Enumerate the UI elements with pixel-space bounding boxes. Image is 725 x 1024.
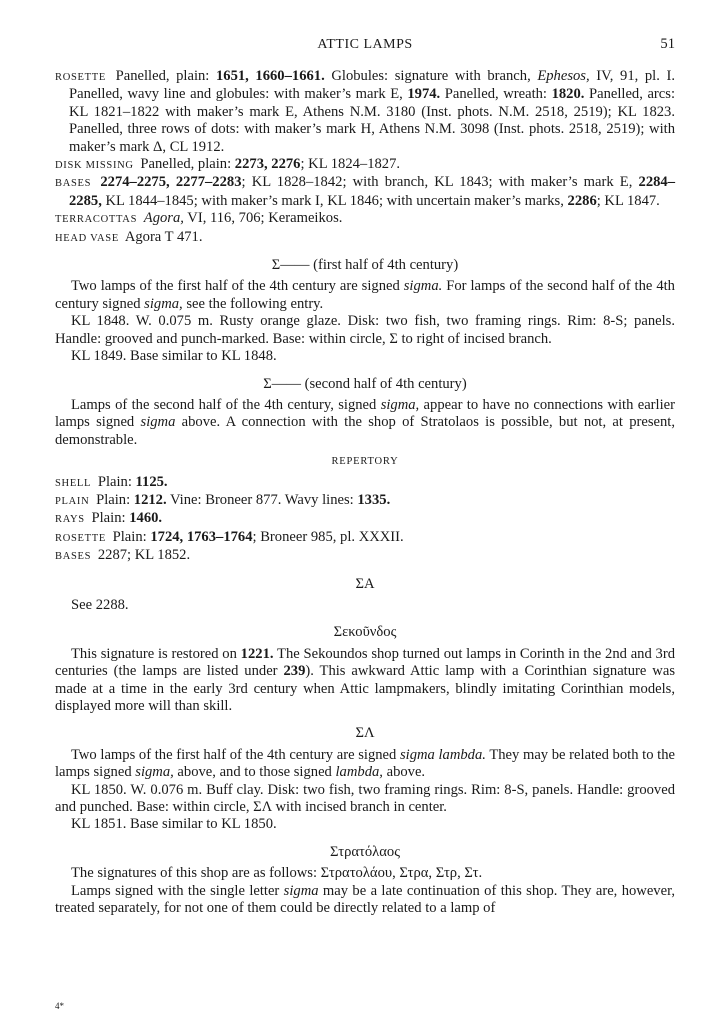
section-heading: Σ—— (first half of 4th century): [271, 257, 459, 274]
catalog-entry: KL 1848. W. 0.075 m. Rusty orange glaze. Disk: two fish, two framing rings. Rim: 8-S; panels. Handle: grooved and punch-marked. Base: within circle, Σ to right of incised branch.: [55, 313, 675, 347]
catalog-entry: KL 1850. W. 0.076 m. Buff clay. Disk: two fish, two framing rings. Rim: 8-S, panels. Handle: grooved and punched. Base: within circle, ΣΛ with incised branch in center.: [55, 781, 675, 816]
entry-shell: SHELL Plain: 1125.: [55, 473, 168, 490]
entry-label: ROSETTE: [55, 72, 106, 83]
entry-label: PLAIN: [55, 495, 90, 507]
entry-rosette: ROSETTE Panelled, plain: 1651, 1660–1661. Globules: signature with branch, Ephesos, IV, 91, pl. I. Panelled, wavy line and globules: with maker’s mark E, 1974. Panelled, wreath: 1820. Panelled, arcs: KL 1821–1822 with maker’s mark E, Athens N.M. 3180 (Inst. phots. N.M. 2518, 2519); KL 1823. Panelled, three rows of dots: with maker’s mark H, Athens N.M. 3098 (Inst. phots. 2518, 2519); with maker’s mark Δ, CL 1912.: [55, 68, 675, 155]
entry-label: ROSETTE: [55, 532, 106, 544]
section-heading: Σεκοῦνδος: [333, 624, 397, 641]
entry-rays: RAYS Plain: 1460.: [55, 510, 163, 527]
signature-mark: 4*: [55, 1001, 64, 1011]
paragraph: See 2288.: [71, 596, 129, 613]
page-body: [55, 68, 675, 917]
paragraph: Lamps of the second half of the 4th century, signed sigma, appear to have no connections with earlier lamps signed sigma above. A connection with the shop of Stratolaos is possible, but not, at present, demonstrable.: [55, 396, 675, 448]
paragraph: Two lamps of the first half of the 4th century are signed sigma. For lamps of the second half of the 4th century signed sigma, see the following entry.: [55, 278, 675, 312]
entry-disk-missing: DISK MISSING Panelled, plain: 2273, 2276; KL 1824–1827.: [55, 156, 401, 173]
entry-label: BASES: [55, 178, 92, 190]
page-header: [55, 36, 675, 56]
entry-label: RAYS: [55, 514, 85, 526]
section-heading: ΣΛ: [355, 725, 375, 742]
section-heading: Στρατόλαος: [330, 843, 400, 860]
entry-label: SHELL: [55, 477, 92, 489]
repertory-heading: REPERTORY: [331, 456, 399, 468]
entry-bases-2: BASES 2287; KL 1852.: [55, 547, 191, 564]
paragraph: This signature is restored on 1221. The Sekoundos shop turned out lamps in Corinth in the 2nd and 3rd centuries (the lamps are listed under 239). This awkward Attic lamp with a Corinthian signature was made at a time in the early 3rd century when Attic lampmakers, blindly imitating Corinthian models, displayed more will than skill.: [55, 645, 676, 714]
page-number: 51: [660, 36, 675, 52]
entry-terracottas: TERRACOTTAS Agora, VI, 116, 706; Kerameikos.: [55, 210, 343, 227]
running-title: ATTIC LAMPS: [317, 37, 413, 52]
entry-label: BASES: [55, 551, 92, 563]
paragraph: The signatures of this shop are as follows: Στρατολάου, Στρα, Στρ, Στ.: [71, 865, 483, 882]
section-heading: Σ—— (second half of 4th century): [263, 375, 467, 392]
entry-label: TERRACOTTAS: [55, 214, 138, 226]
paragraph: Two lamps of the first half of the 4th century are signed sigma lambda. They may be related both to the lamps signed sigma, above, and to those signed lambda, above.: [55, 746, 675, 781]
entry-plain: PLAIN Plain: 1212. Vine: Broneer 877. Wavy lines: 1335.: [55, 491, 391, 508]
catalog-entry: KL 1851. Base similar to KL 1850.: [71, 816, 277, 833]
entry-label: HEAD VASE: [55, 232, 119, 244]
entry-head-vase: HEAD VASE Agora T 471.: [55, 228, 203, 245]
entry-bases: BASES 2274–2275, 2277–2283; KL 1828–1842; with branch, KL 1843; with maker’s mark E, 2284–2285, KL 1844–1845; with maker’s mark I, KL 1846; with uncertain maker’s marks, 2286; KL 1847.: [55, 174, 676, 209]
paragraph: Lamps signed with the single letter sigma may be a late continuation of this shop. They are, however, treated separately, for not one of them could be directly related to a lamp of: [55, 882, 675, 917]
entry-rosette-2: ROSETTE Plain: 1724, 1763–1764; Broneer 985, pl. XXXII.: [55, 528, 404, 545]
section-heading: ΣΑ: [355, 575, 375, 592]
entry-label: DISK MISSING: [55, 160, 134, 172]
catalog-entry: KL 1849. Base similar to KL 1848.: [71, 348, 277, 365]
